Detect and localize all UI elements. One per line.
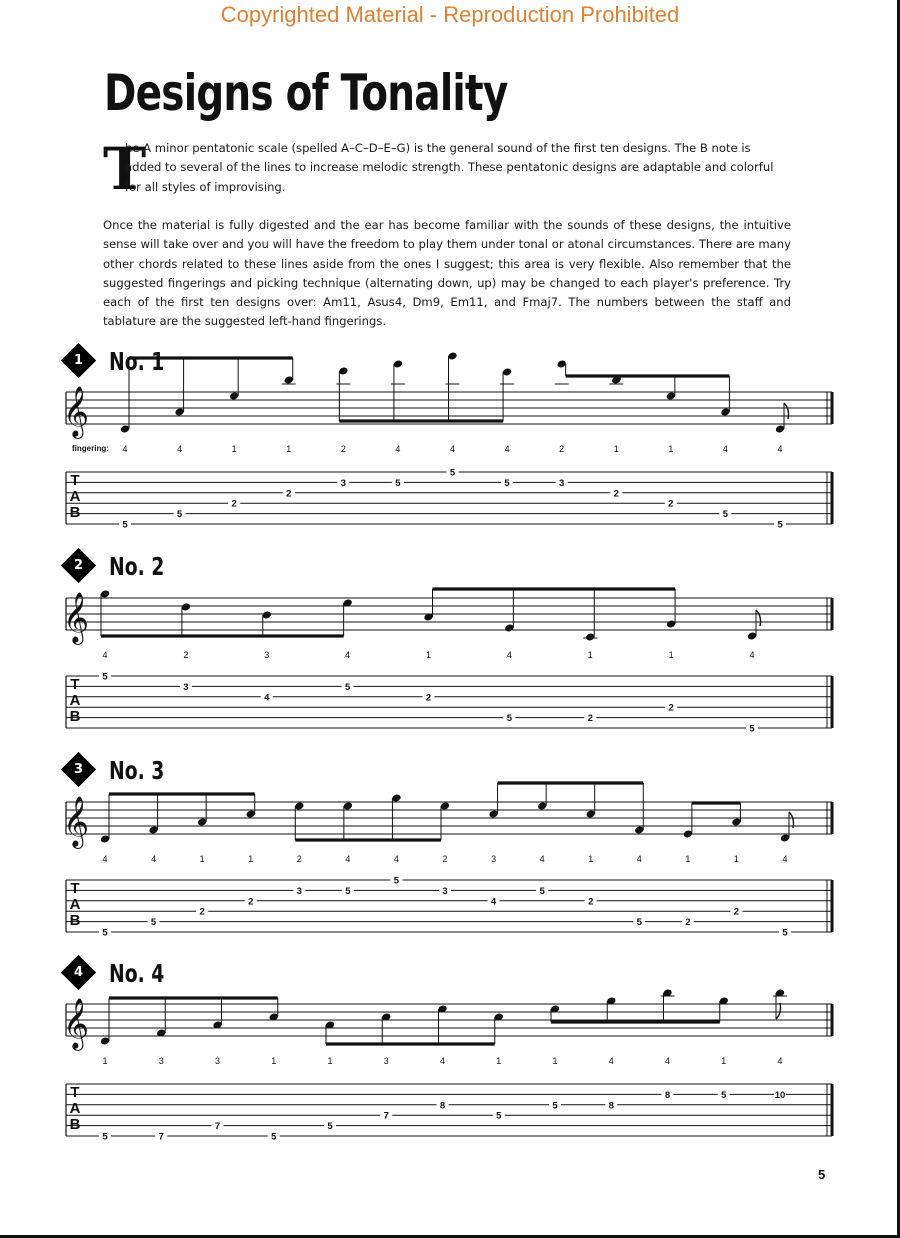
- tab-fret-number: 3: [183, 681, 189, 693]
- tab-fret-number: 5: [722, 509, 729, 521]
- example-badge-4: 4: [61, 955, 96, 990]
- tab-fret-number: 4: [490, 896, 497, 908]
- fingering-number: 4: [395, 444, 401, 454]
- fingering-number: 1: [248, 854, 254, 864]
- fingering-number: 1: [199, 854, 205, 864]
- tab-fret-number: 2: [588, 896, 594, 908]
- tab-fret-number: 2: [668, 498, 674, 510]
- fingering-number: 1: [587, 650, 593, 660]
- fingering-number: 1: [668, 650, 674, 660]
- tab-fret-number: 5: [721, 1089, 727, 1101]
- fingering-number: 3: [383, 1056, 389, 1066]
- tab-fret-number: 5: [150, 917, 157, 929]
- eighth-flag: [776, 1003, 781, 1019]
- treble-clef-icon: 𝄞: [62, 797, 90, 846]
- fingering-number: 4: [664, 1056, 671, 1066]
- fingering-number: 4: [102, 650, 108, 660]
- fingering-number: 4: [151, 854, 157, 864]
- fingering-number: 4: [449, 444, 456, 454]
- tab-letter-b: B: [69, 912, 81, 929]
- tab-fret-number: 5: [749, 723, 755, 735]
- fingering-number: 1: [425, 650, 432, 660]
- tab-fret-number: 2: [199, 906, 205, 918]
- tab-fret-number: 2: [668, 702, 674, 714]
- tab-fret-number: 5: [636, 917, 642, 929]
- fingering-number: 3: [491, 854, 497, 864]
- tab-fret-number: 2: [231, 498, 237, 510]
- fingering-number: 1: [271, 1056, 277, 1066]
- fingering-number: 3: [264, 650, 270, 660]
- tab-fret-number: 5: [539, 885, 545, 897]
- fingering-number: 4: [506, 650, 512, 660]
- fingering-number: 4: [722, 444, 728, 454]
- fingering-number: 4: [177, 444, 183, 454]
- tab-fret-number: 5: [449, 467, 456, 479]
- example-title-4: No. 4: [109, 959, 165, 988]
- tab-fret-number: 5: [496, 1110, 502, 1122]
- tab-fret-number: 5: [344, 681, 351, 693]
- fingering-number: 4: [777, 1056, 783, 1066]
- tab-fret-number: 5: [102, 671, 108, 683]
- tab-letter-t: T: [70, 880, 80, 897]
- tab-letter-t: T: [70, 676, 80, 693]
- fingering-number: 1: [588, 854, 594, 864]
- tab-fret-number: 5: [345, 885, 351, 897]
- fingering-number: 4: [439, 1056, 446, 1066]
- tab-letter-b: B: [69, 1116, 81, 1133]
- fingering-number: 4: [122, 444, 128, 454]
- fingering-number: 1: [733, 854, 739, 864]
- tab-fret-number: 4: [264, 692, 270, 704]
- tab-fret-number: 5: [122, 519, 128, 531]
- tab-fret-number: 2: [613, 488, 619, 500]
- copyright-banner: Copyrighted Material - Reproduction Prohibited: [220, 2, 680, 27]
- fingering-number: 4: [782, 854, 788, 864]
- tab-fret-number: 8: [439, 1100, 446, 1112]
- tab-fret-number: 7: [158, 1131, 164, 1143]
- tab-fret-number: 10: [774, 1089, 786, 1101]
- tab-letter-a: A: [69, 692, 81, 709]
- fingering-number: 1: [685, 854, 691, 864]
- treble-clef-icon: 𝄞: [62, 593, 90, 642]
- tab-fret-number: 5: [782, 927, 788, 939]
- fingering-number: 1: [286, 444, 292, 454]
- tab-fret-number: 5: [777, 519, 783, 531]
- example-title-2: No. 2: [109, 552, 165, 581]
- fingering-number: 1: [613, 444, 619, 454]
- fingering-number: 4: [393, 854, 399, 864]
- tab-fret-number: 2: [248, 896, 254, 908]
- tab-fret-number: 3: [340, 477, 346, 489]
- tab-fret-number: 2: [286, 488, 292, 500]
- tab-fret-number: 5: [271, 1131, 277, 1143]
- tab-letter-b: B: [69, 708, 81, 725]
- fingering-number: 4: [345, 854, 351, 864]
- intro-paragraph-2: Once the material is fully digested and the ear has become familiar with the sounds of these designs, the intuitive sense will take over and you will have the freedom to play them under tonal or atonal circumstances. There are many other chords related to these lines aside from the ones I suggest; this area is very flexible. Also remember that the suggested fingerings and picking technique (alternating down, up) may be changed to each player's preference. Try each of the first ten designs over: Am11, Asus4, Dm9, Em11, and Fmaj7. The numbers between the staff and tablature are the suggested left-hand fingerings.: [103, 218, 791, 329]
- tab-letter-b: B: [69, 504, 81, 521]
- eighth-flag: [756, 610, 761, 626]
- example-badge-2: 2: [61, 548, 96, 583]
- fingering-number: 2: [559, 444, 565, 454]
- fingering-number: 1: [721, 1056, 727, 1066]
- tab-letter-t: T: [70, 472, 80, 489]
- tab-fret-number: 5: [102, 1131, 108, 1143]
- fingering-number: 4: [345, 650, 351, 660]
- fingering-label: fingering:: [72, 444, 109, 453]
- treble-clef-icon: 𝄞: [62, 387, 90, 436]
- fingering-number: 1: [231, 444, 237, 454]
- example-badge-1: 1: [61, 343, 96, 378]
- tab-fret-number: 3: [296, 885, 302, 897]
- tab-fret-number: 2: [685, 917, 691, 929]
- fingering-number: 4: [749, 650, 755, 660]
- fingering-number: 3: [158, 1056, 164, 1066]
- tab-letter-t: T: [70, 1084, 80, 1101]
- tab-fret-number: 3: [442, 885, 448, 897]
- tab-letter-a: A: [69, 896, 81, 913]
- example-title-3: No. 3: [109, 756, 165, 785]
- page-number: 5: [818, 1167, 826, 1182]
- tab-fret-number: 2: [733, 906, 740, 918]
- tab-fret-number: 5: [102, 927, 108, 939]
- example-badge-3: 3: [61, 752, 96, 787]
- fingering-number: 4: [102, 854, 108, 864]
- tab-letter-a: A: [69, 1100, 81, 1117]
- fingering-number: 3: [214, 1056, 221, 1066]
- tab-letter-a: A: [69, 488, 81, 505]
- tab-fret-number: 7: [383, 1110, 389, 1122]
- fingering-number: 2: [183, 650, 189, 660]
- fingering-number: 1: [102, 1056, 108, 1066]
- tab-fret-number: 8: [608, 1100, 614, 1112]
- tab-fret-number: 2: [587, 713, 593, 725]
- drop-cap: T: [103, 135, 147, 203]
- fingering-number: 4: [777, 444, 783, 454]
- tab-fret-number: 5: [393, 875, 400, 887]
- fingering-number: 1: [496, 1056, 502, 1066]
- tab-fret-number: 5: [552, 1100, 558, 1112]
- tab-fret-number: 5: [176, 509, 183, 521]
- treble-clef-icon: 𝄞: [62, 999, 90, 1048]
- tab-fret-number: 5: [506, 713, 513, 725]
- fingering-number: 1: [327, 1056, 333, 1066]
- intro-paragraph-1: he A minor pentatonic scale (spelled A–C–D–E–G) is the general sound of the first ten designs. The B note is added to several of the lines to increase melodic strength. These pentatonic designs are adaptable and colorful for all styles of improvising.: [125, 141, 774, 194]
- fingering-number: 2: [340, 444, 346, 454]
- tab-fret-number: 5: [395, 477, 401, 489]
- fingering-number: 2: [296, 854, 302, 864]
- example-title-1: No. 1: [109, 347, 165, 376]
- tab-fret-number: 2: [425, 692, 432, 704]
- fingering-number: 1: [552, 1056, 558, 1066]
- tab-fret-number: 5: [327, 1121, 333, 1133]
- eighth-flag: [784, 403, 789, 419]
- tab-fret-number: 5: [504, 477, 510, 489]
- tab-fret-number: 8: [664, 1089, 671, 1101]
- tab-fret-number: 3: [559, 477, 565, 489]
- tab-fret-number: 7: [214, 1121, 221, 1133]
- fingering-number: 4: [504, 444, 510, 454]
- fingering-number: 2: [442, 854, 448, 864]
- fingering-number: 4: [636, 854, 642, 864]
- fingering-number: 1: [668, 444, 674, 454]
- fingering-number: 4: [608, 1056, 614, 1066]
- fingering-number: 4: [539, 854, 545, 864]
- page-title: Designs of Tonality: [104, 64, 508, 122]
